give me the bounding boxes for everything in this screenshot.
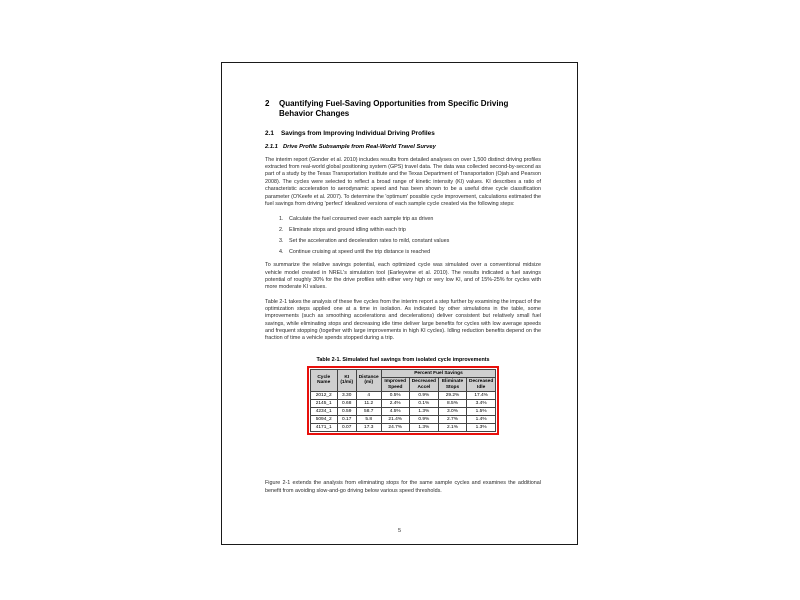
table-cell: 4 [356,392,381,400]
table-cell: 29.2% [439,392,467,400]
table-cell: 0.5% [381,392,409,400]
table-cell: 4234_1 [310,408,337,416]
table-cell: 1.3% [409,424,438,432]
table-cell: 1.5% [467,408,496,416]
subsection-heading-text: Savings from Improving Individual Driving Profiles [281,129,435,137]
list-item-number: 2. [279,227,284,234]
table-cell: 24.7% [381,424,409,432]
table-cell: 3.0% [439,408,467,416]
table-cell: 2.4% [381,400,409,408]
table-header [310,369,496,392]
table-cell: 2.1% [439,424,467,432]
table-cell: 0.68 [337,400,356,408]
paragraph-summary: To summarize the relative savings potential, each optimized cycle was simulated over a conventional midsize vehicle model created in NREL's simulation tool (Earleywine et al. 2010). The results indicated a fuel savings potential of roughly 30% for the drive profiles with either very high or very low KI, and of 15%-25% for cycles with more moderate KI values. [265,262,541,291]
table-cell: 0.59 [337,408,356,416]
fuel-savings-table [310,369,497,433]
table-cell: 11.2 [356,400,381,408]
list-item [279,227,541,233]
table-highlight-box [307,366,500,436]
list-item [279,216,541,222]
list-item-number: 1. [279,216,284,223]
table-cell: 3.4% [467,400,496,408]
table-cell: 0.9% [409,416,438,424]
table-row [310,424,496,432]
table-cell: 0.1% [409,400,438,408]
list-item-number: 4. [279,249,284,256]
subsubsection-heading-number: 2.1.1 [265,143,278,150]
table-cell: 2.7% [439,416,467,424]
table-row [310,408,496,416]
table-cell: 4171_1 [310,424,337,432]
column-header-distance: Distance (mi) [356,369,381,392]
list-item [279,249,541,255]
section-heading-number: 2 [265,99,270,108]
subsubsection-heading [265,144,541,150]
table-cell: 0.07 [337,424,356,432]
table-cell: 1.3% [409,408,438,416]
optimization-steps-list [279,216,541,255]
column-header-ki: KI (1/mi) [337,369,356,392]
section-heading [265,99,541,120]
table-cell: 8.5% [439,400,467,408]
paragraph-figure-reference: Figure 2-1 extends the analysis from eliminating stops for the same sample cycles and examines the additional benefit from avoiding slow-and-go driving below various speed thresholds. [265,480,541,494]
table-block [265,357,541,441]
list-item-text: Calculate the fuel consumed over each sample trip as driven [289,216,434,223]
page-content [265,99,541,495]
column-header-group-savings: Percent Fuel Savings [381,369,496,378]
column-header-eliminate-stops: Eliminate Stops [439,378,467,392]
table-cell: 3.30 [337,392,356,400]
table-cell: 5.8 [356,416,381,424]
subsubsection-heading-text: Drive Profile Subsample from Real-World Travel Survey [283,143,436,150]
list-item-text: Continue cruising at speed until the trip distance is reached [289,249,431,256]
table-cell: 2145_1 [310,400,337,408]
table-cell: 58.7 [356,408,381,416]
column-header-decreased-idle: Decreased Idle [467,378,496,392]
table-cell: 21.4% [381,416,409,424]
subsection-heading-number: 2.1 [265,129,274,137]
column-header-cycle-name: Cycle Name [310,369,337,392]
list-item-number: 3. [279,238,284,245]
table-caption: Table 2-1. Simulated fuel savings from isolated cycle improvements [316,356,490,363]
table-row [310,416,496,424]
table-row [310,392,496,400]
table-row [310,400,496,408]
table-cell: 17.3 [356,424,381,432]
table-cell: 4.5% [381,408,409,416]
table-cell: 0.9% [409,392,438,400]
table-cell: 0.17 [337,416,356,424]
table-cell: 1.3% [467,424,496,432]
subsection-heading [265,130,541,137]
column-header-decreased-accel: Decreased Accel [409,378,438,392]
list-item [279,238,541,244]
page-number: 5 [397,528,402,534]
list-item-text: Set the acceleration and deceleration rates to mild, constant values [289,238,450,245]
table-cell: 1.4% [467,416,496,424]
section-heading-text: Quantifying Fuel-Saving Opportunities from Specific Driving Behavior Changes [279,99,509,119]
table-cell: 2012_2 [310,392,337,400]
table-cell: 17.4% [467,392,496,400]
table-cell: 5094_2 [310,416,337,424]
list-item-text: Eliminate stops and ground idling within each trip [289,227,406,234]
table-body [310,392,496,432]
paragraph-table-discussion: Table 2-1 takes the analysis of these five cycles from the interim report a step further by examining the impact of the optimization steps applied one at a time in isolation. As indicated by other simulations in the table, some improvements (such as smoothing accelerations and decelerations) deliver consistent but relatively small fuel savings, while eliminating stops and decreasing idle time deliver large benefits for cycles with low average speeds and frequent stopping (together with large improvements in high KI cycles). Idling reduction benefits depend on the fraction of time a vehicle spends stopped during a trip. [265,298,541,342]
column-header-improved-speed: Improved Speed [381,378,409,392]
document-page [221,62,578,545]
paragraph-intro: The interim report (Gonder et al. 2010) includes results from detailed analyses on over 1,500 distinct driving profiles extracted from real-world global positioning system (GPS) travel data. The data was collected second-by-second as part of a study by the Texas Transportation Institute and the Texas Department of Transportation (Ojah and Pearson 2008). The cycles were selected to reflect a broad range of kinetic intensity (KI) values. KI describes a ratio of characteristic acceleration to aerodynamic speed and has been shown to be a useful drive cycle classification parameter (O'Keefe et al. 2007). To determine the 'optimum' possible cycle improvement, calculations estimated the fuel savings from driving 'perfect' idealized versions of each sample cycle created via the following steps: [265,156,541,207]
